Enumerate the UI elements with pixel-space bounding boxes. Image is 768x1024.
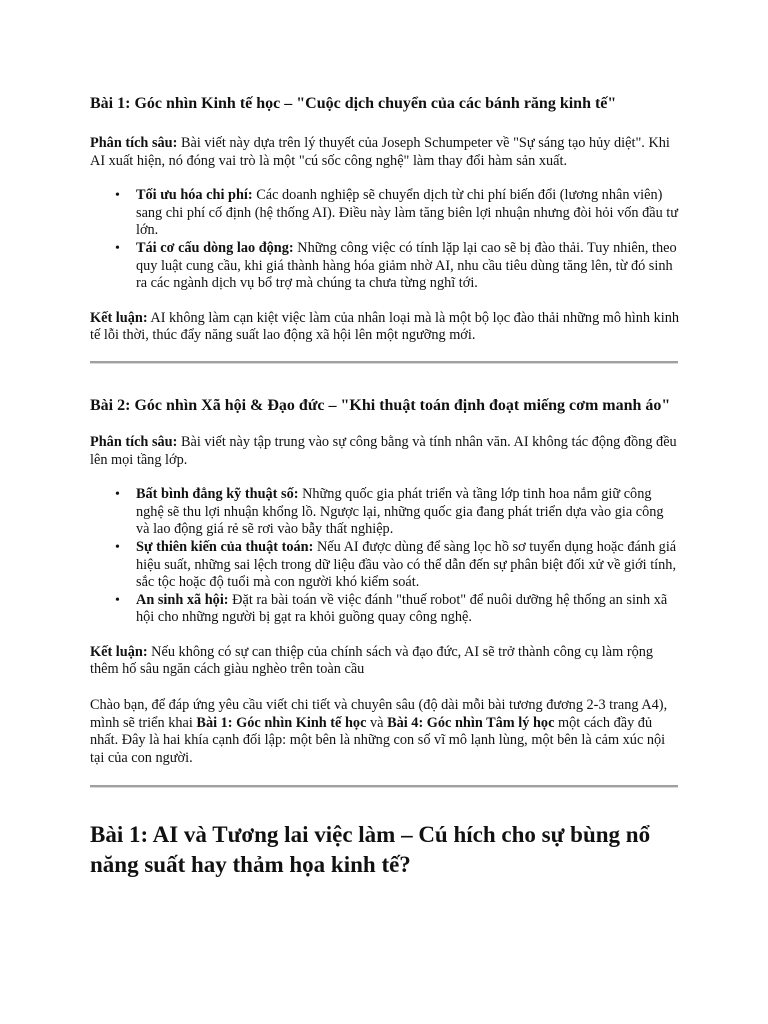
article1-analysis-text: Bài viết này dựa trên lý thuyết của Joseph Schumpeter về "Sự sáng tạo hủy diệt". Khi AI xuất hiện, nó đóng vai trò là một "cú sốc công nghệ" làm thay đổi hàm sản xuất.	[90, 135, 670, 169]
article2-bullet-list	[90, 486, 680, 627]
bullet-label: Bất bình đẳng kỹ thuật số:	[136, 486, 299, 503]
article2-conclusion-label: Kết luận:	[90, 643, 148, 660]
bullet-label: Tối ưu hóa chi phí:	[136, 187, 253, 204]
article2-conclusion-text: Nếu không có sự can thiệp của chính sách và đạo đức, AI sẽ trở thành công cụ làm rộng thêm hố sâu ngăn cách giàu nghèo trên toàn cầu	[90, 643, 654, 678]
article1-conclusion	[90, 310, 680, 345]
bullet-text: Những quốc gia phát triển và tầng lớp tinh hoa nắm giữ công nghệ sẽ thu lợi nhuận khổng lồ. Ngược lại, những quốc gia đang phát triển dựa vào gia công và lao động giá rẻ sẽ rơi vào bẫy thất nghiệp.	[136, 486, 664, 538]
article2-bullet	[136, 486, 680, 539]
main-heading: Bài 1: AI và Tương lai việc làm – Cú hích cho sự bùng nổ năng suất hay thảm họa kinh tế?	[90, 822, 651, 878]
intro-bold-article1: Bài 1: Góc nhìn Kinh tế học	[196, 714, 367, 731]
bullet-label: Tái cơ cấu dòng lao động:	[136, 239, 294, 256]
article1-bullet-list	[90, 187, 680, 293]
bullet-text: Nếu AI được dùng để sàng lọc hồ sơ tuyển dụng hoặc đánh giá hiệu suất, những sai lệch trong dữ liệu đầu vào có thể dẫn đến sự phân biệt đối xử về giới tính, sắc tộc hoặc độ tuổi mà con người khó kiểm soát.	[136, 538, 677, 591]
article1-conclusion-label: Kết luận:	[90, 309, 148, 326]
document-page	[90, 0, 680, 880]
section-divider	[90, 361, 678, 364]
article1-bullet	[136, 240, 680, 293]
article2-analysis-label: Phân tích sâu:	[90, 433, 178, 450]
bullet-label: Sự thiên kiến của thuật toán:	[136, 538, 314, 555]
article2-bullet	[136, 539, 680, 592]
intro-text: và	[366, 714, 388, 731]
intro-text: một cách đầy đủ nhất. Đây là hai khía cạnh đối lập: một bên là những con số vĩ mô lạnh lùng, một bên là cảm xúc nội tại của con người.	[90, 714, 666, 766]
article2-analysis-text: Bài viết này tập trung vào sự công bằng và tính nhân văn. AI không tác động đồng đều lên mọi tầng lớp.	[90, 433, 677, 468]
section-divider	[90, 785, 678, 788]
bullet-label: An sinh xã hội:	[136, 591, 229, 608]
article2-analysis	[90, 434, 680, 469]
intro-paragraph	[90, 697, 680, 767]
bullet-text: Những công việc có tính lặp lại cao sẽ bị đào thải. Tuy nhiên, theo quy luật cung cầu, khi giá thành hàng hóa giảm nhờ AI, nhu cầu tiêu dùng tăng lên, từ đó sinh ra các ngành dịch vụ bổ trợ mà chúng ta chưa từng nghĩ tới.	[136, 239, 677, 292]
intro-text: Chào bạn, để đáp ứng yêu cầu viết chi tiết và chuyên sâu (độ dài mỗi bài tương đương 2-3 trang A4), mình sẽ triển khai	[90, 697, 668, 731]
article2-conclusion	[90, 644, 680, 679]
intro-bold-article4: Bài 4: Góc nhìn Tâm lý học	[387, 714, 555, 731]
article1-analysis	[90, 135, 680, 170]
article2-bullet	[136, 592, 680, 627]
bullet-text: Đặt ra bài toán về việc đánh "thuế robot" để nuôi dưỡng hệ thống an sinh xã hội cho những người bị gạt ra khỏi guồng quay công nghệ.	[136, 591, 668, 626]
bullet-text: Các doanh nghiệp sẽ chuyển dịch từ chi phí biến đổi (lương nhân viên) sang chi phí cố định (hệ thống AI). Điều này làm tăng biên lợi nhuận nhưng đòi hỏi vốn đầu tư lớn.	[136, 187, 679, 239]
article1-bullet	[136, 187, 680, 240]
article1-analysis-label: Phân tích sâu:	[90, 135, 178, 151]
article2-title: Bài 2: Góc nhìn Xã hội & Đạo đức – "Khi thuật toán định đoạt miếng cơm manh áo"	[90, 396, 671, 414]
article1-conclusion-text: AI không làm cạn kiệt việc làm của nhân loại mà là một bộ lọc đào thải những mô hình kinh tế lỗi thời, thúc đẩy năng suất lao động xã hội lên một ngưỡng mới.	[90, 309, 680, 344]
article1-title: Bài 1: Góc nhìn Kinh tế học – "Cuộc dịch chuyển của các bánh răng kinh tế"	[90, 95, 617, 112]
